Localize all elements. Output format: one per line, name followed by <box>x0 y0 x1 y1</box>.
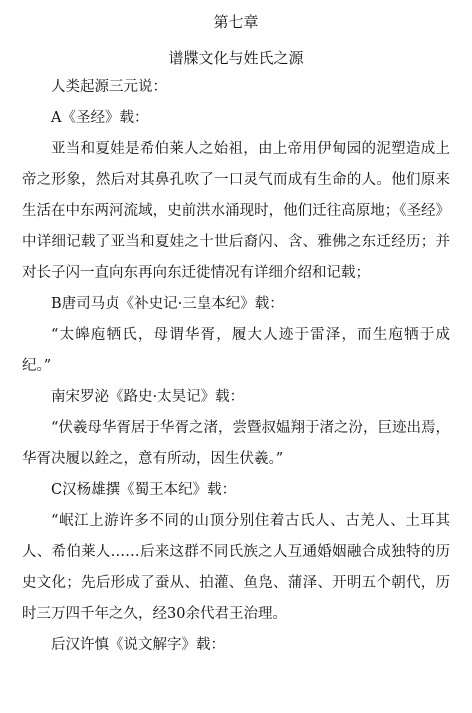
paragraph-intro: 人类起源三元说： <box>51 79 167 95</box>
paragraph-source-b-quote: “太皞庖牺氏，母谓华胥，履大人迹于雷泽，而生庖牺于成纪。” <box>22 327 450 374</box>
paragraph-shuowen-heading: 后汉许慎《说文解字》载： <box>51 637 225 653</box>
paragraph-luoshi-heading: 南宋罗泌《路史·太昊记》载： <box>51 389 245 405</box>
paragraph-source-a-heading: A《圣经》载： <box>51 110 149 126</box>
paragraph-luoshi-quote: “伏羲母华胥居于华胥之渚，尝暨叔媪翔于渚之汾，巨迹出焉，华胥决履以銓之，意有所动，因生伏羲。” <box>22 420 450 467</box>
paragraph-source-b-heading: B唐司马贞《补史记·三皇本纪》载： <box>51 296 284 312</box>
paragraph-source-c-heading: C汉杨雄撰《蜀王本纪》载： <box>51 482 237 498</box>
paragraph-source-a-body: 亚当和夏娃是希伯莱人之始祖，由上帝用伊甸园的泥塑造成上帝之形象，然后对其鼻孔吹了一口灵气而成有生命的人。他们原来生活在中东两河流域，史前洪水涌现时，他们迁往高原地；《圣经》中详细记载了亚当和夏娃之十世后裔闪、含、雅佛之东迁经历；并对长子闪一直向东再向东迁徙情况有详细介绍和记载； <box>22 141 450 281</box>
chapter-subtitle: 谱牒文化与姓氏之源 <box>168 49 304 67</box>
paragraph-source-c-quote: “岷江上游许多不同的山顶分别住着古氏人、古羌人、土耳其人、希伯莱人……后来这群不同氏族之人互通婚姻融合成独特的历史文化；先后形成了蚕从、拍灌、鱼凫、蒲泽、开明五个朝代，历时三万四千年之久，经30余代君王治理。 <box>22 513 450 622</box>
chapter-heading: 第七章 <box>213 13 259 31</box>
